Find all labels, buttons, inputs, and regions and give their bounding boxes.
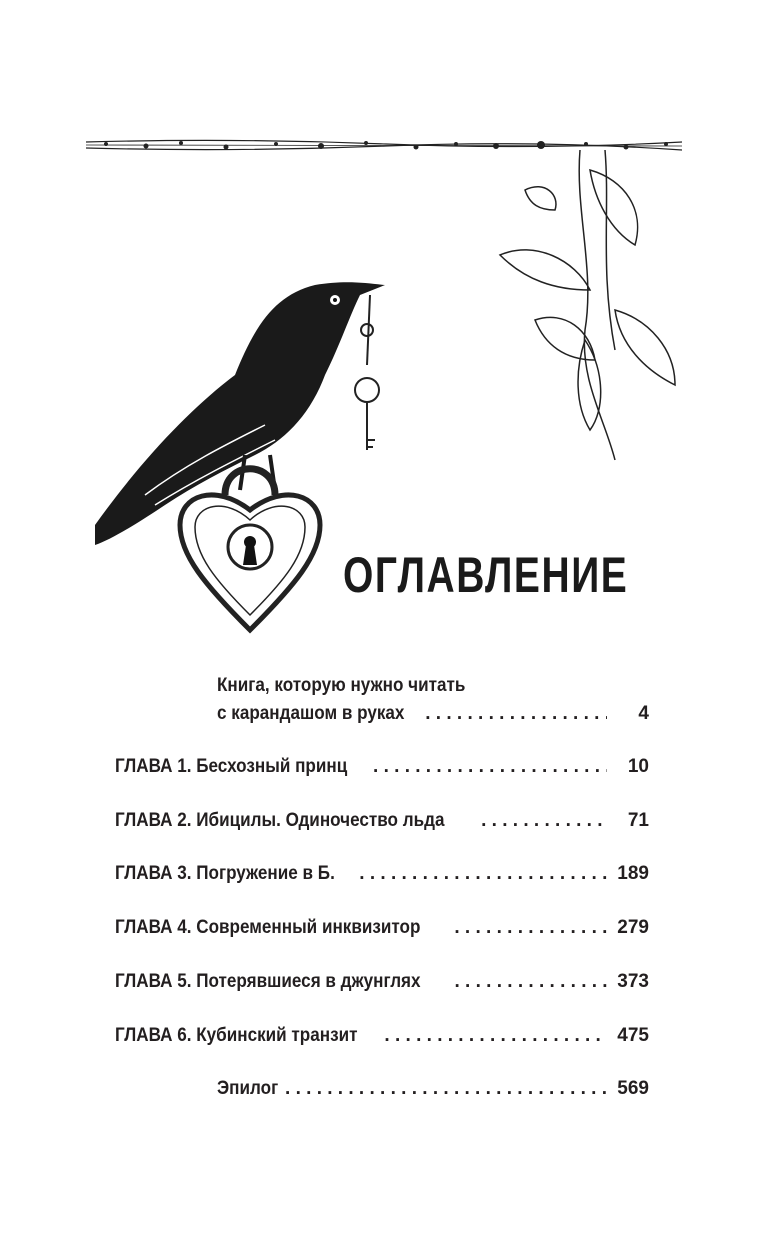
toc-entry-label: ГЛАВА 5. Потерявшиеся в джунглях	[115, 971, 421, 992]
toc-entry-label: Книга, которую нужно читать	[217, 675, 466, 696]
toc-entry-chapter-6[interactable]	[115, 1022, 649, 1050]
hanging-key-icon	[355, 295, 379, 450]
toc-page-number: 373	[617, 971, 649, 992]
dot-leader	[455, 968, 608, 996]
toc-entry-label: ГЛАВА 3. Погружение в Б.	[115, 863, 335, 884]
toc-entry-label: Эпилог	[217, 1078, 279, 1099]
toc-entry-label: ГЛАВА 4. Современный инквизитор	[115, 917, 421, 938]
toc-intro-line1[interactable]	[217, 672, 649, 700]
toc-entry-label: ГЛАВА 6. Кубинский транзит	[115, 1025, 358, 1046]
toc-page-number: 4	[638, 703, 649, 724]
toc-entry-chapter-4[interactable]	[115, 914, 649, 942]
toc-entry-chapter-3[interactable]	[115, 860, 649, 888]
dot-leader	[425, 700, 607, 728]
toc-entry-label: ГЛАВА 1. Бесхозный принц	[115, 756, 348, 777]
toc-page-number: 71	[627, 810, 649, 831]
page-title: ОГЛАВЛЕНИЕ	[343, 547, 629, 603]
dot-leader	[481, 807, 607, 835]
toc-entry-label: с карандашом в руках	[217, 703, 405, 724]
toc-entry-chapter-5[interactable]	[115, 968, 649, 996]
dot-leader	[384, 1022, 607, 1050]
dot-leader	[373, 753, 607, 781]
dot-leader	[454, 914, 607, 942]
dot-leader	[285, 1075, 607, 1103]
toc-entry-label: ГЛАВА 2. Ибицилы. Одиночество льда	[115, 810, 445, 831]
toc-page-number: 189	[617, 863, 649, 884]
toc-intro[interactable]	[217, 700, 649, 728]
toc-entry-chapter-2[interactable]	[115, 807, 649, 835]
toc-page-number: 10	[627, 756, 649, 777]
hanging-leaves-illustration	[495, 150, 685, 470]
toc-page-number: 279	[617, 917, 649, 938]
toc-entry-epilogue[interactable]	[217, 1075, 649, 1103]
heart-lock-icon	[180, 469, 320, 630]
toc-page-number: 475	[617, 1025, 649, 1046]
toc-page-number: 569	[617, 1078, 649, 1099]
toc-entry-chapter-1[interactable]	[115, 753, 649, 781]
dot-leader	[359, 860, 607, 888]
